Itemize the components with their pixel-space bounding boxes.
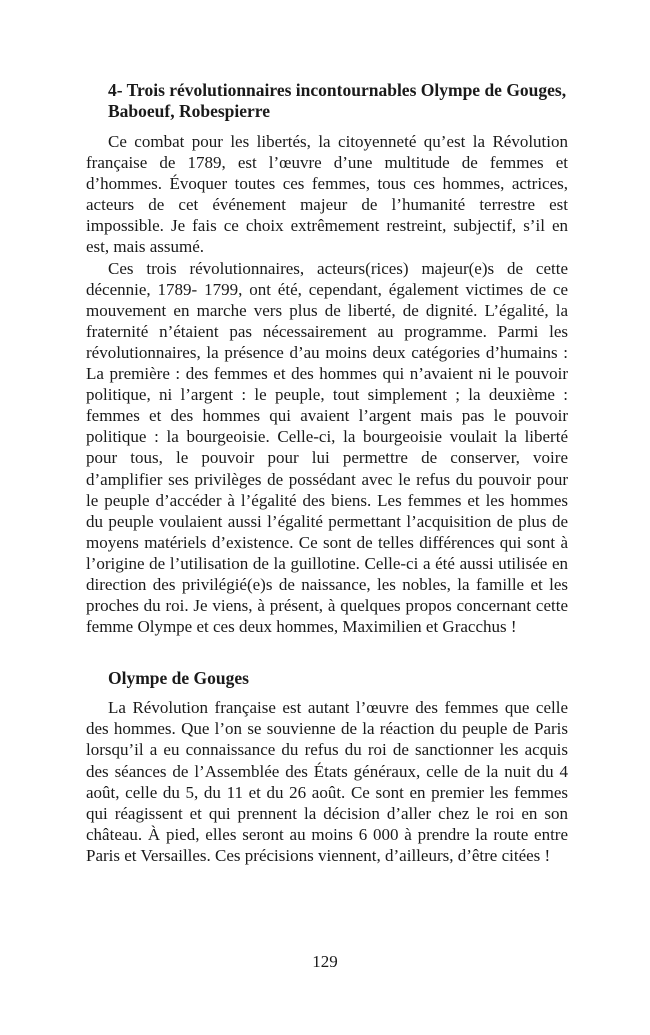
body-paragraph: Ce combat pour les libertés, la citoyenneté qu’est la Révolution française de 1789, est l’œuvre d’une multitude de femmes et d’hommes. Évoquer toutes ces femmes, tous ces hommes, actrices, acteurs de cet événement majeur de l’humanité terrestre est impossible. Je fais ce choix extrêmement restreint, subjectif, s’il en est, mais assumé. [86,132,568,257]
body-paragraph: La Révolution française est autant l’œuvre des femmes que celle des hommes. Que l’on se souvienne de la réaction du peuple de Paris lorsqu’il a eu connaissance du refus du roi de sanctionner les acquis des séances de l’Assemblée des États généraux, celle de la nuit du 4 août, celle du 5, du 11 et du 26 août. Ce sont en premier les femmes qui réagissent et qui prennent la décision d’aller chez le roi en son château. À pied, elles seront au moins 6 000 à prendre la route entre Paris et Versailles. Ces précisions viennent, d’ailleurs, d’être citées ! [86,698,568,865]
section-title: 4- Trois révolutionnaires incontournables Olympe de Gouges, Baboeuf, Robespierre [108,80,567,121]
subsection-title: Olympe de Gouges [108,668,249,689]
book-page [86,80,568,866]
page-number: 129 [312,952,338,971]
body-paragraph: Ces trois révolutionnaires, acteurs(rices) majeur(e)s de cette décennie, 1789- 1799, ont été, cependant, également victimes de ce mouvement en marche vers plus de liberté, de dignité. L’égalité, la fraternité n’étaient pas nécessairement au programme. Parmi les révolutionnaires, la présence d’au moins deux catégories d’humains : La première : des femmes et des hommes qui n’avaient ni le pouvoir politique, ni l’argent : le peuple, tout simplement ; la deuxième : femmes et des hommes qui avaient l’argent mais pas le pouvoir politique : la bourgeoisie. Celle-ci, la bourgeoisie voulait la liberté pour tous, le pouvoir pour lui permettre de conserver, voire d’amplifier ses privilèges de possédant avec le refus du pouvoir pour le peuple d’accéder à l’égalité des biens. Les femmes et les hommes du peuple voulaient aussi l’égalité permettant l’acquisition de plus de moyens matériels d’existence. Ce sont de telles différences qui sont à l’origine de l’utilisation de la guillotine. Celle-ci a été aussi utilisée en direction des privilégié(e)s de naissance, les nobles, la famille et les proches du roi. Je viens, à présent, à quelques propos concernant cette femme Olympe et ces deux hommes, Maximilien et Gracchus ! [86,258,568,637]
